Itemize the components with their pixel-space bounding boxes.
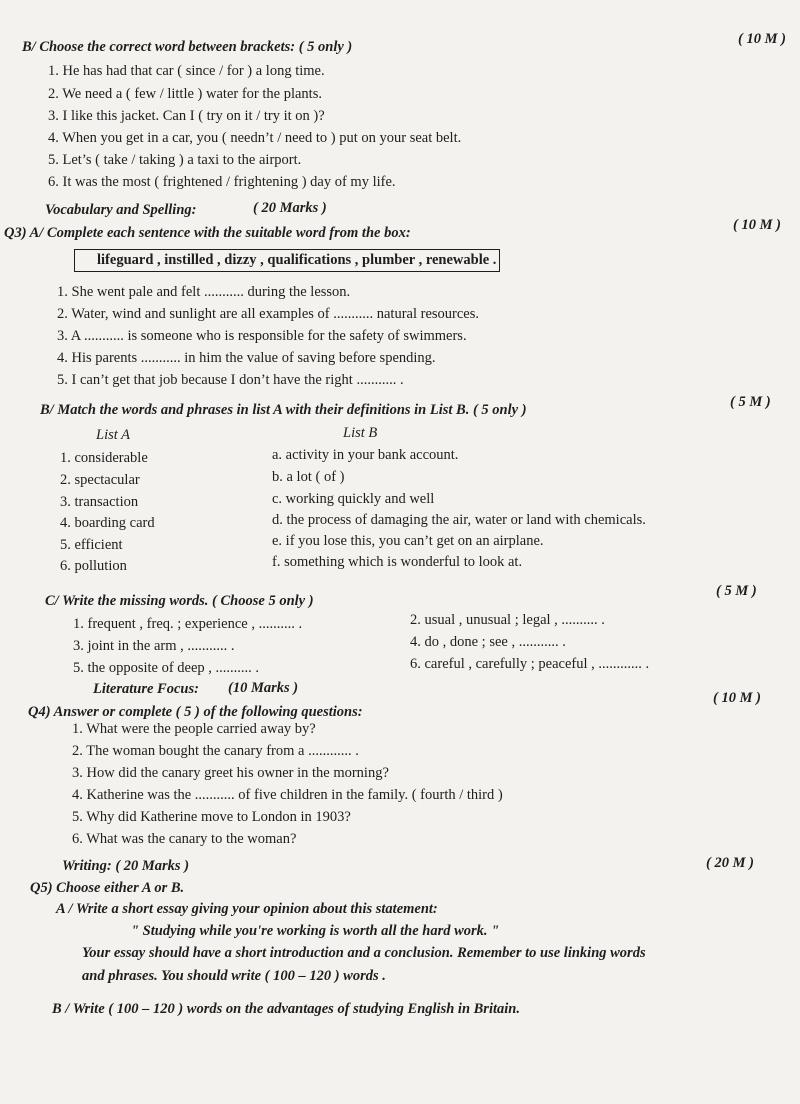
q3b-heading: B/ Match the words and phrases in list A with their definitions in List B. ( 5 only ) bbox=[40, 402, 527, 418]
section-b-marks: ( 10 M ) bbox=[738, 31, 786, 47]
q3c-heading: C/ Write the missing words. ( Choose 5 only ) bbox=[45, 593, 314, 609]
word-box: lifeguard , instilled , dizzy , qualifications , plumber , renewable . bbox=[74, 249, 500, 272]
q3a-item-1: 1. She went pale and felt ........... during the lesson. bbox=[57, 284, 351, 300]
q3a-heading: Q3) A/ Complete each sentence with the suitable word from the box: bbox=[4, 225, 411, 241]
section-b-item-6: 6. It was the most ( frightened / frightening ) day of my life. bbox=[48, 174, 396, 190]
vocab-marks: ( 20 Marks ) bbox=[253, 200, 327, 216]
q3a-item-3: 3. A ........... is someone who is responsible for the safety of swimmers. bbox=[57, 328, 467, 344]
list-a-item: 6. pollution bbox=[60, 558, 127, 574]
literature-marks: (10 Marks ) bbox=[228, 680, 299, 696]
q5-a-instruction-2: and phrases. You should write ( 100 – 120 ) words . bbox=[82, 968, 386, 984]
list-a-item: 5. efficient bbox=[60, 537, 123, 553]
list-b-item: c. working quickly and well bbox=[272, 491, 435, 507]
list-a-item: 2. spectacular bbox=[60, 472, 140, 488]
list-b-item: d. the process of damaging the air, water or land with chemicals. bbox=[272, 512, 646, 528]
q3c-left-item: 5. the opposite of deep , .......... . bbox=[73, 660, 260, 676]
vocab-title: Vocabulary and Spelling: bbox=[45, 202, 197, 218]
list-b-item: a. activity in your bank account. bbox=[272, 447, 459, 463]
q3b-marks: ( 5 M ) bbox=[730, 394, 771, 410]
q4-item-1: 1. What were the people carried away by? bbox=[72, 721, 316, 737]
section-b-item-5: 5. Let’s ( take / taking ) a taxi to the airport. bbox=[48, 152, 302, 168]
writing-title: Writing: ( 20 Marks ) bbox=[62, 858, 190, 874]
q4-item-2: 2. The woman bought the canary from a ............ . bbox=[72, 743, 359, 759]
list-a-item: 1. considerable bbox=[60, 450, 148, 466]
section-b-item-3: 3. I like this jacket. Can I ( try on it / try it on )? bbox=[48, 108, 325, 124]
q4-marks: ( 10 M ) bbox=[713, 690, 761, 706]
q4-item-5: 5. Why did Katherine move to London in 1903? bbox=[72, 809, 351, 825]
q4-item-6: 6. What was the canary to the woman? bbox=[72, 831, 297, 847]
q5-option-a: A / Write a short essay giving your opinion about this statement: bbox=[56, 901, 438, 917]
list-b-item: e. if you lose this, you can’t get on an airplane. bbox=[272, 533, 544, 549]
q3a-item-2: 2. Water, wind and sunlight are all examples of ........... natural resources. bbox=[57, 306, 479, 322]
q3a-marks: ( 10 M ) bbox=[733, 217, 781, 233]
section-b-heading: B/ Choose the correct word between brackets: ( 5 only ) bbox=[22, 39, 353, 55]
q3c-right-item: 6. careful , carefully ; peaceful , ............ . bbox=[410, 656, 650, 672]
q5-quote: " Studying while you're working is worth all the hard work. " bbox=[131, 923, 500, 939]
q3a-item-5: 5. I can’t get that job because I don’t have the right ........... . bbox=[57, 372, 404, 388]
list-b-item: f. something which is wonderful to look at. bbox=[272, 554, 523, 570]
section-b-item-1: 1. He has had that car ( since / for ) a long time. bbox=[48, 63, 325, 79]
q4-item-4: 4. Katherine was the ........... of five children in the family. ( fourth / third ) bbox=[72, 787, 503, 803]
q3c-left-item: 1. frequent , freq. ; experience , .......... . bbox=[73, 616, 303, 632]
list-a-item: 4. boarding card bbox=[60, 515, 155, 531]
q4-heading: Q4) Answer or complete ( 5 ) of the following questions: bbox=[28, 704, 363, 720]
list-b-title: List B bbox=[343, 425, 378, 441]
section-b-item-2: 2. We need a ( few / little ) water for the plants. bbox=[48, 86, 322, 102]
list-a-title: List A bbox=[96, 427, 130, 443]
list-b-item: b. a lot ( of ) bbox=[272, 469, 345, 485]
literature-title: Literature Focus: bbox=[93, 681, 199, 697]
q5-a-instruction: Your essay should have a short introduction and a conclusion. Remember to use linking words bbox=[82, 945, 646, 961]
q3a-item-4: 4. His parents ........... in him the value of saving before spending. bbox=[57, 350, 436, 366]
q5-option-b: B / Write ( 100 – 120 ) words on the advantages of studying English in Britain. bbox=[52, 1001, 520, 1017]
q3c-marks: ( 5 M ) bbox=[716, 583, 757, 599]
q3c-left-item: 3. joint in the arm , ........... . bbox=[73, 638, 235, 654]
section-b-item-4: 4. When you get in a car, you ( needn’t / need to ) put on your seat belt. bbox=[48, 130, 462, 146]
q3c-right-item: 4. do , done ; see , ........... . bbox=[410, 634, 566, 650]
q4-item-3: 3. How did the canary greet his owner in the morning? bbox=[72, 765, 389, 781]
list-a-item: 3. transaction bbox=[60, 494, 139, 510]
writing-marks: ( 20 M ) bbox=[706, 855, 754, 871]
q5-heading: Q5) Choose either A or B. bbox=[30, 880, 185, 896]
q3c-right-item: 2. usual , unusual ; legal , .......... . bbox=[410, 612, 605, 628]
